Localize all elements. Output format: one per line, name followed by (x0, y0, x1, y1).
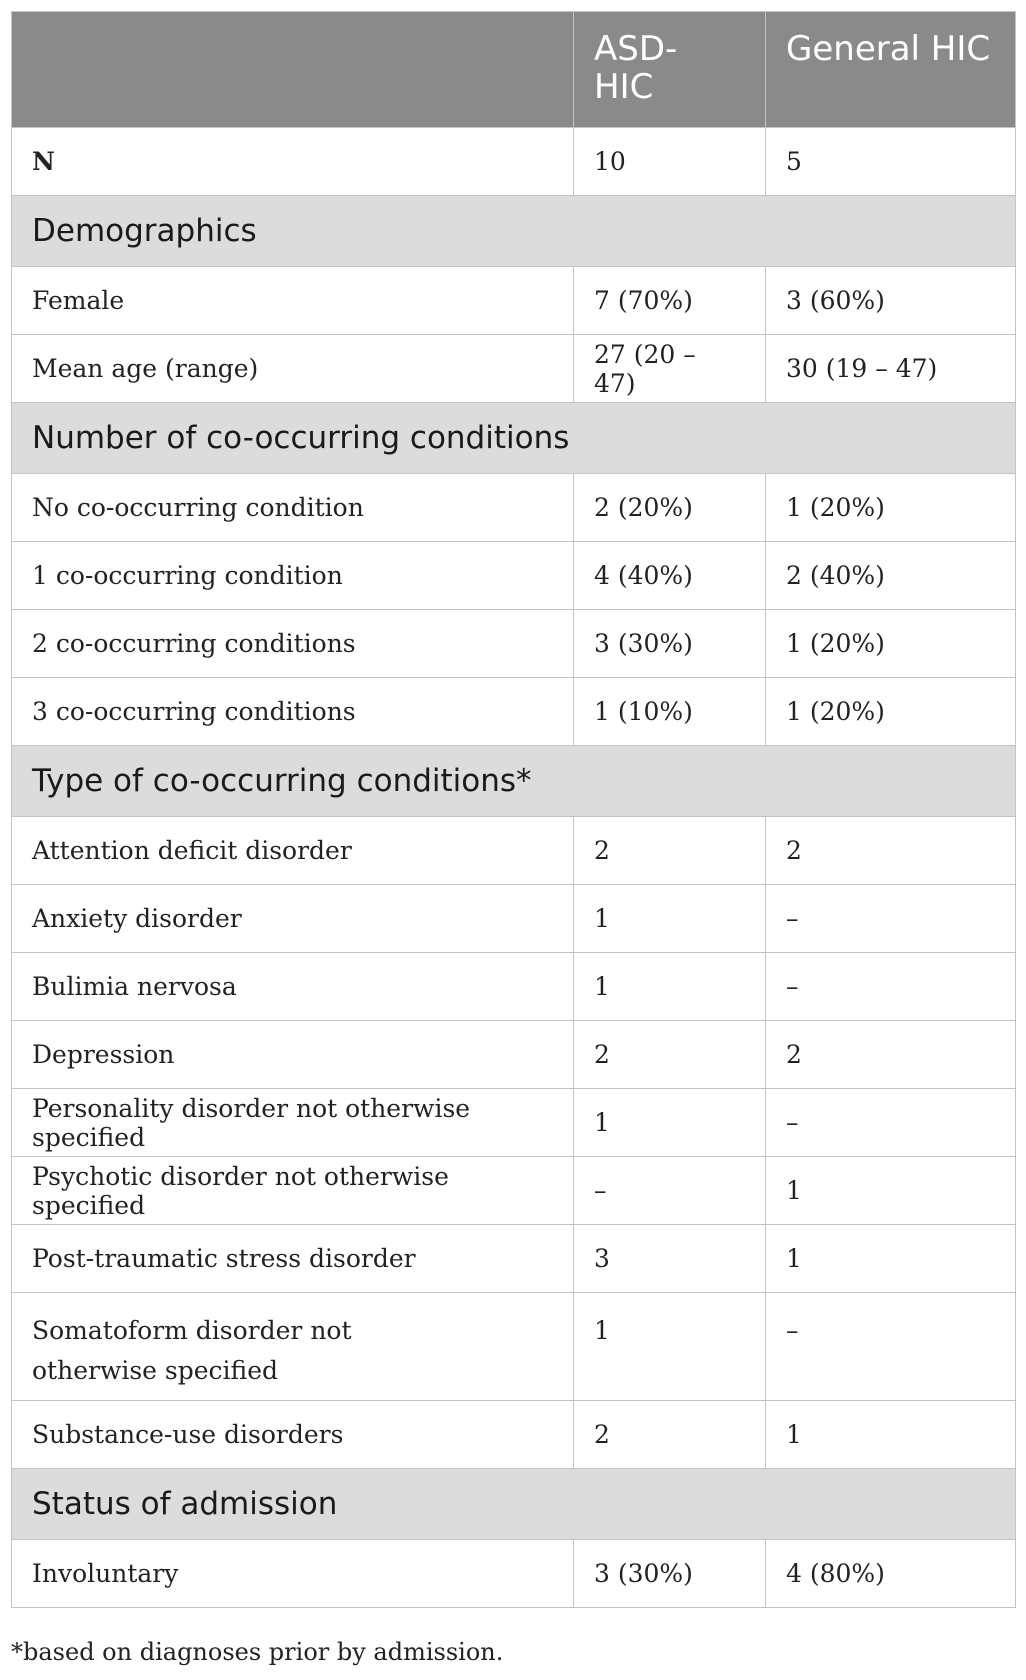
section-header-label: Type of co-occurring conditions* (12, 746, 1016, 817)
general-hic-value-cell: 5 (766, 128, 1016, 196)
table-row (12, 1021, 1016, 1089)
asd-hic-value-cell: 2 (574, 1401, 766, 1469)
table-row (12, 1401, 1016, 1469)
characteristics-table (11, 11, 1016, 1608)
section-header-label: Number of co-occurring conditions (12, 403, 1016, 474)
asd-hic-value-cell: 1 (574, 1293, 766, 1401)
general-hic-value-cell: 30 (19 – 47) (766, 335, 1016, 403)
table-row (12, 1089, 1016, 1157)
header-asd-hic: ASD- HIC (574, 12, 766, 128)
general-hic-value-cell: 1 (766, 1225, 1016, 1293)
table-row (12, 1540, 1016, 1608)
row-label-cell: Bulimia nervosa (12, 953, 574, 1021)
table-header (12, 12, 1016, 128)
table-row (12, 610, 1016, 678)
row-label-cell: Psychotic disorder not otherwise specified (12, 1157, 574, 1225)
general-hic-value-cell: 3 (60%) (766, 267, 1016, 335)
table-row (12, 1225, 1016, 1293)
general-hic-value-cell: 1 (20%) (766, 610, 1016, 678)
asd-hic-value-cell: 1 (574, 885, 766, 953)
general-hic-value-cell: 2 (766, 817, 1016, 885)
general-hic-value-cell: – (766, 885, 1016, 953)
table-footnote: *based on diagnoses prior by admission. (11, 1638, 504, 1666)
row-label-cell: Post-traumatic stress disorder (12, 1225, 574, 1293)
table-row (12, 817, 1016, 885)
table-row (12, 128, 1016, 196)
asd-hic-value-cell: 3 (30%) (574, 1540, 766, 1608)
asd-hic-value-cell: 3 (574, 1225, 766, 1293)
table-row (12, 678, 1016, 746)
asd-hic-value-cell: 1 (10%) (574, 678, 766, 746)
general-hic-value-cell: 4 (80%) (766, 1540, 1016, 1608)
general-hic-value-cell: – (766, 1089, 1016, 1157)
row-label-cell: 2 co-occurring conditions (12, 610, 574, 678)
section-header-row (12, 403, 1016, 474)
asd-hic-value-cell: 27 (20 – 47) (574, 335, 766, 403)
asd-hic-value-cell: 1 (574, 1089, 766, 1157)
asd-hic-value-cell: 4 (40%) (574, 542, 766, 610)
row-label-cell: N (12, 128, 574, 196)
row-label-cell: Involuntary (12, 1540, 574, 1608)
asd-hic-value-cell: 3 (30%) (574, 610, 766, 678)
asd-hic-value-cell: 10 (574, 128, 766, 196)
general-hic-value-cell: 2 (766, 1021, 1016, 1089)
asd-hic-value-cell: 2 (574, 1021, 766, 1089)
characteristics-table-container (11, 11, 1015, 1608)
row-label-cell: Mean age (range) (12, 335, 574, 403)
table-row (12, 953, 1016, 1021)
row-label-cell: Depression (12, 1021, 574, 1089)
table-row (12, 335, 1016, 403)
general-hic-value-cell: – (766, 1293, 1016, 1401)
general-hic-value-cell: 1 (20%) (766, 678, 1016, 746)
row-label-cell: 1 co-occurring condition (12, 542, 574, 610)
general-hic-value-cell: 1 (766, 1401, 1016, 1469)
asd-hic-value-cell: 1 (574, 953, 766, 1021)
table-row (12, 542, 1016, 610)
asd-hic-value-cell: 7 (70%) (574, 267, 766, 335)
section-header-row (12, 196, 1016, 267)
row-label-cell: Anxiety disorder (12, 885, 574, 953)
row-label-cell: Somatoform disorder not otherwise specified (12, 1293, 574, 1401)
header-empty-cell (12, 12, 574, 128)
table-row (12, 1293, 1016, 1401)
row-label-cell: Attention deficit disorder (12, 817, 574, 885)
row-label-cell: Female (12, 267, 574, 335)
general-hic-value-cell: 2 (40%) (766, 542, 1016, 610)
table-row (12, 267, 1016, 335)
row-label-cell: Substance-use disorders (12, 1401, 574, 1469)
general-hic-value-cell: – (766, 953, 1016, 1021)
section-header-row (12, 746, 1016, 817)
asd-hic-value-cell: 2 (20%) (574, 474, 766, 542)
asd-hic-value-cell: 2 (574, 817, 766, 885)
general-hic-value-cell: 1 (766, 1157, 1016, 1225)
header-general-hic: General HIC (766, 12, 1016, 128)
row-label-cell: 3 co-occurring conditions (12, 678, 574, 746)
header-row (12, 12, 1016, 128)
table-row (12, 885, 1016, 953)
section-header-label: Demographics (12, 196, 1016, 267)
section-header-row (12, 1469, 1016, 1540)
table-body (12, 128, 1016, 1608)
asd-hic-value-cell: – (574, 1157, 766, 1225)
table-row (12, 474, 1016, 542)
row-label-cell: No co-occurring condition (12, 474, 574, 542)
general-hic-value-cell: 1 (20%) (766, 474, 1016, 542)
section-header-label: Status of admission (12, 1469, 1016, 1540)
table-row (12, 1157, 1016, 1225)
row-label-cell: Personality disorder not otherwise specified (12, 1089, 574, 1157)
